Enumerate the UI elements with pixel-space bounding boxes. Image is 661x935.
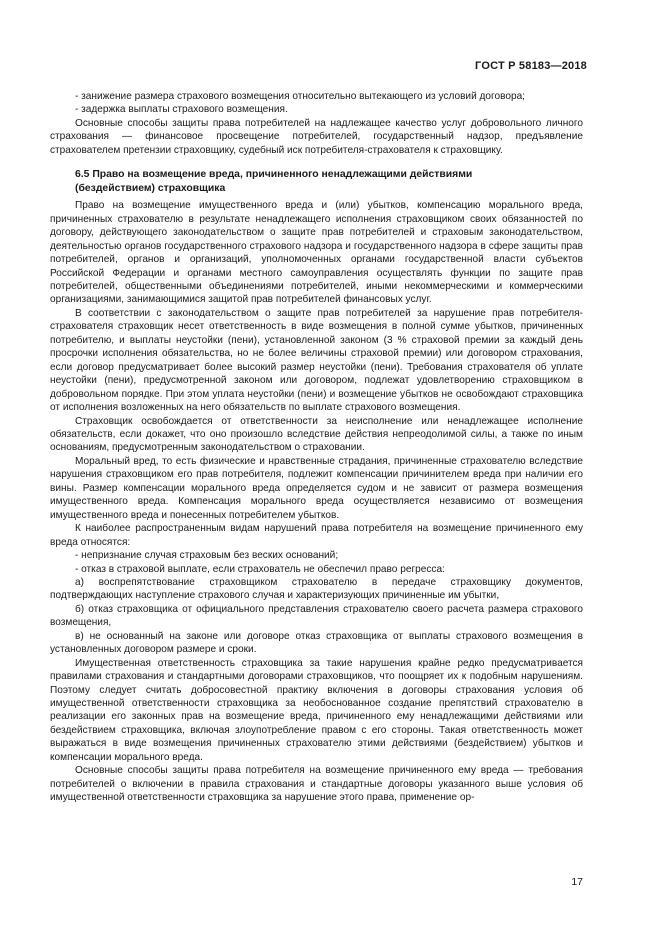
paragraph: Основные способы защиты права потребителя на возмещение причиненного ему вреда — требования потребителей о включении в правила страхования и стандартные договоры указанного выше условия об имущественной ответственности страховщика за нарушение этого права, применение ор- bbox=[50, 765, 583, 804]
paragraph: В соответствии с законодательством о защите прав потребителей за нарушение прав потребителя-страхователя страховщик несет ответственность в виде возмещения в полной сумме убытков, причиненных потребителю, и выплаты неустойки (пени), установленной законом (3 % страховой премии за каждый день просрочки исполнения обязательства, но не более величины страховой премии) или договором страхования, если договор предусматривает более высокий размер неустойки (пени). Требования страхователя об уплате неустойки (пени), предусмотренной законом или договором, подлежат удовлетворению страховщиком в добровольном порядке. При этом уплата неустойки (пени) и возмещение убытков не освобождают страховщика от исполнения возложенных на него обязательств по выплате страхового возмещения. bbox=[50, 307, 583, 414]
list-item: - задержка выплаты страхового возмещения. bbox=[75, 104, 288, 116]
section-heading-line: 6.5 Право на возмещение вреда, причиненного ненадлежащими действиями bbox=[75, 169, 473, 181]
paragraph: Право на возмещение имущественного вреда и (или) убытков, компенсацию морального вреда, причиненных страхователю в результате ненадлежащего исполнения страховщиком своих обязанностей по договору, действующего законодательством о защите прав потребителей и страховым законодательством, деятельностью органов государственного страхового надзора и государственного надзора в сфере защиты прав потребителей, органов и организаций, уполномоченных органами государственной власти субъектов Российской Федерации и органами местного самоуправления осуществлять функции по защите прав потребителей, общественными объединениями потребителей, иными некоммерческими и коммерческими организациями, занимающимися защитой прав потребителей финансовых услуг. bbox=[50, 200, 583, 306]
paragraph: Страховщик освобождается от ответственности за неисполнение или ненадлежащее исполнение обязательств, если докажет, что оно произошло вследствие действия непреодолимой силы, а также по иным основаниям, предусмотренным законодательством о страховании. bbox=[50, 415, 583, 454]
sub-list-item: а) воспрепятствование страховщиком страхователю в передаче страховщику документов, подтверждающих наступление страхового случая и характеризующих причиненные им убытки, bbox=[50, 576, 583, 602]
page-body bbox=[50, 90, 583, 805]
paragraph: Моральный вред, то есть физические и нравственные страдания, причиненные страхователю вследствие нарушения страховщиком его прав потребителя, подлежит компенсации причинителем вреда при наличии его вины. Размер компенсации морального вреда определяется судом и не зависит от размера возмещения имущественного вреда. Компенсация морального вреда осуществляется независимо от возмещения имущественного вреда и понесенных потребителем убытков. bbox=[50, 455, 583, 521]
section-heading bbox=[75, 168, 583, 196]
list-item: - отказ в страховой выплате, если страхователь не обеспечил право регресса: bbox=[75, 563, 445, 575]
sub-list-item: б) отказ страховщика от официального представления страхователю своего расчета размера страхового возмещения, bbox=[50, 603, 583, 629]
standard-code: ГОСТ Р 58183—2018 bbox=[475, 60, 587, 72]
list-item: - занижение размера страхового возмещения относительно вытекающего из условий договора; bbox=[75, 91, 525, 102]
page-number: 17 bbox=[571, 876, 583, 888]
sub-list-item: в) не основанный на законе или договоре отказ страховщика от выплаты страхового возмещения в установленных договором размере и сроки. bbox=[50, 630, 583, 656]
paragraph: Основные способы защиты права потребителей на надлежащее качество услуг добровольного личного страхования — финансовое просвещение потребителей, государственный надзор, предъявление страхователем претензии страховщику, судебный иск потребителя-страхователя к страховщику. bbox=[50, 117, 583, 156]
section-heading-line: (бездействием) страховщика bbox=[75, 183, 226, 195]
paragraph: Имущественная ответственность страховщика за такие нарушения крайне редко предусматривается правилами страхования и стандартными договорами страховщиков, что поощряет их к подобным нарушениям. Поэтому следует считать добросовестной практику включения в договоры страхования условия об имущественной ответственности страховщика за необоснованное создание препятствий страхователю в реализации его законных прав на возмещение вреда, причиненного ему ненадлежащими действиями или бездействием страховщика, включая злоупотребление правом с его стороны. Такая ответственность может выражаться в виде возмещения причиненных страхователю этими действиями (бездействием) убытков и компенсации морального вреда. bbox=[50, 657, 583, 763]
paragraph: К наиболее распространенным видам нарушений права потребителя на возмещение причиненного ему вреда относятся: bbox=[50, 523, 583, 548]
list-item: - непризнание случая страховым без веских оснований; bbox=[75, 550, 339, 562]
